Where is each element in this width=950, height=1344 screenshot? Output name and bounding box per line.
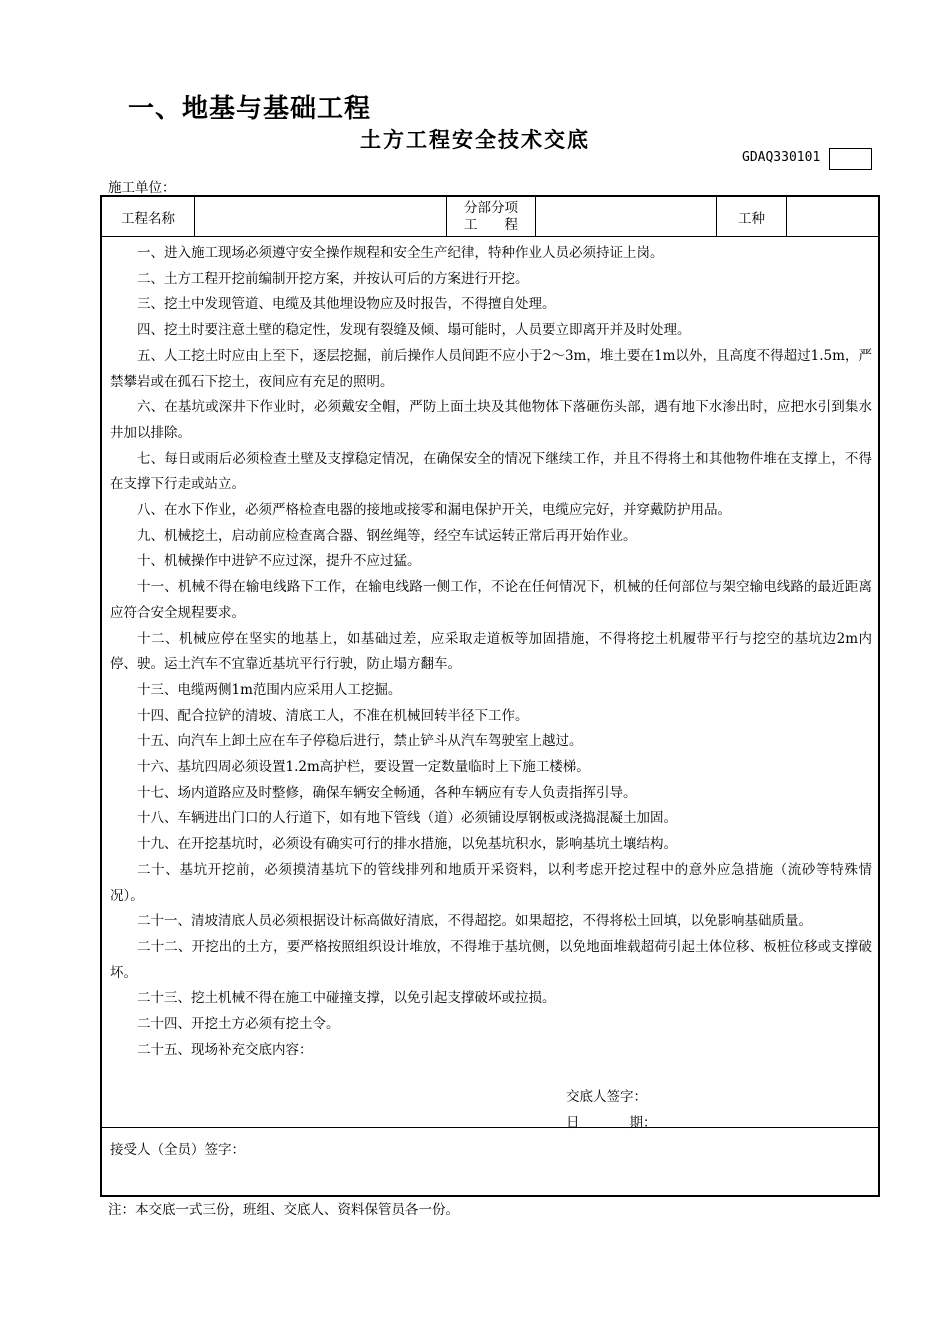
disclosure-item: 六、在基坑或深井下作业时，必须戴安全帽，严防上面土块及其他物体下落砸伤头部，遇有地下水渗出时，应把水引到集水井加以排除。 [110,399,872,441]
section-heading: 一、地基与基础工程 [128,94,372,124]
trade-label: 工种 [717,197,787,236]
trade-field[interactable] [787,197,878,236]
presenter-signature-label: 交底人签字： [566,1089,647,1105]
disclosure-item: 十八、车辆进出门口的人行道下，如有地下管线（道）必须铺设厚钢板或浇捣混凝土加固。 [137,810,677,827]
disclosure-item: 十二、机械应停在坚实的地基上，如基础过差，应采取走道板等加固措施，不得将挖土机履带平行与挖空的基坑边2m内停、驶。运土汽车不宜靠近基坑平行行驶，防止塌方翻车。 [110,630,872,673]
disclosure-item: 四、挖土时要注意土壁的稳定性，发现有裂缝及倾、塌可能时，人员要立即离开并及时处理。 [137,322,691,339]
disclosure-item: 三、挖土中发现管道、电缆及其他埋设物应及时报告，不得擅自处理。 [137,296,556,313]
disclosure-item: 二十五、现场补充交底内容： [137,1041,313,1058]
sub-project-label-line1: 分部分项 [464,199,518,216]
date-label-b: 期： [629,1115,657,1131]
receiver-signature-label: 接受人（全员）签字： [110,1142,245,1158]
sign-date[interactable] [566,1111,657,1131]
disclosure-item: 十三、电缆两侧1m范围内应采用人工挖掘。 [137,681,402,698]
disclosure-item: 二十二、开挖出的土方，要严格按照组织设计堆放，不得堆于基坑侧，以免地面堆载超荷引起土体位移、板桩位移或支撑破坏。 [110,938,872,981]
disclosure-item: 八、在水下作业，必须严格检查电器的接地或接零和漏电保护开关，电缆应完好，并穿戴防护用品。 [137,502,731,519]
disclosure-item: 二、土方工程开挖前编制开挖方案，并按认可后的方案进行开挖。 [137,270,529,287]
disclosure-item: 七、每日或雨后必须检查土壁及支撑稳定情况，在确保安全的情况下继续工作，并且不得将土和其他物件堆在支撑上，不得在支撑下行走或站立。 [110,450,872,493]
disclosure-item: 十一、机械不得在输电线路下工作，在输电线路一侧工作，不论在任何情况下，机械的任何部位与架空输电线路的最近距离应符合安全规程要求。 [110,579,872,621]
disclosure-item: 十五、向汽车上卸土应在车子停稳后进行，禁止铲斗从汽车驾驶室上越过。 [137,733,583,750]
disclosure-item: 二十、基坑开挖前，必须摸清基坑下的管线排列和地质开采资料，以利考虑开挖过程中的意外应急措施（流砂等特殊情况）。 [110,861,872,904]
project-name-label: 工程名称 [102,197,195,236]
presenter-signature[interactable] [566,1085,647,1105]
disclosure-item: 二十四、开挖土方必须有挖土令。 [137,1016,340,1033]
disclosure-item: 九、机械挖土，启动前应检查离合器、钢丝绳等，经空车试运转正常后再开始作业。 [137,527,637,544]
disclosure-item: 二十三、挖土机械不得在施工中碰撞支撑，以免引起支撑破坏或拉损。 [137,990,556,1007]
header-row [102,197,878,237]
disclosure-item: 十、机械操作中进铲不应过深，提升不应过猛。 [137,553,421,570]
sub-project-field[interactable] [536,197,717,236]
disclosure-item: 十六、基坑四周必须设置1.2m高护栏，要设置一定数量临时上下施工楼梯。 [137,759,590,776]
date-label-a: 日 [566,1115,580,1131]
disclosure-content [102,237,878,1131]
project-name-field[interactable] [195,197,447,236]
disclosure-item: 十九、在开挖基坑时，必须设有确实可行的排水措施，以免基坑积水，影响基坑土壤结构。 [137,836,677,853]
disclosure-form-table [100,195,880,1197]
footnote: 注：本交底一式三份，班组、交底人、资料保管员各一份。 [108,1202,459,1218]
disclosure-item: 十七、场内道路应及时整修，确保车辆安全畅通，各种车辆应有专人负责指挥引导。 [137,784,637,801]
document-title: 土方工程安全技术交底 [360,128,590,152]
sub-project-label-line2: 工 程 [464,216,518,233]
form-code: GDAQ330101 [742,150,821,165]
construction-unit-label: 施工单位： [108,180,176,196]
disclosure-item: 一、进入施工现场必须遵守安全操作规程和安全生产纪律，特种作业人员必须持证上岗。 [137,245,664,261]
disclosure-item: 二十一、清坡清底人员必须根据设计标高做好清底，不得超挖。如果超挖，不得将松土回填，以免影响基础质量。 [137,913,812,930]
sub-project-label [447,197,536,236]
disclosure-item: 十四、配合拉铲的清坡、清底工人，不准在机械回转半径下工作。 [137,707,529,724]
disclosure-item: 五、人工挖土时应由上至下，逐层挖掘，前后操作人员间距不应小于2～3m，堆土要在1m以外，且高度不得超过1.5m，严禁攀岩或在孤石下挖土，夜间应有充足的照明。 [110,347,872,390]
form-code-box[interactable] [829,148,872,170]
